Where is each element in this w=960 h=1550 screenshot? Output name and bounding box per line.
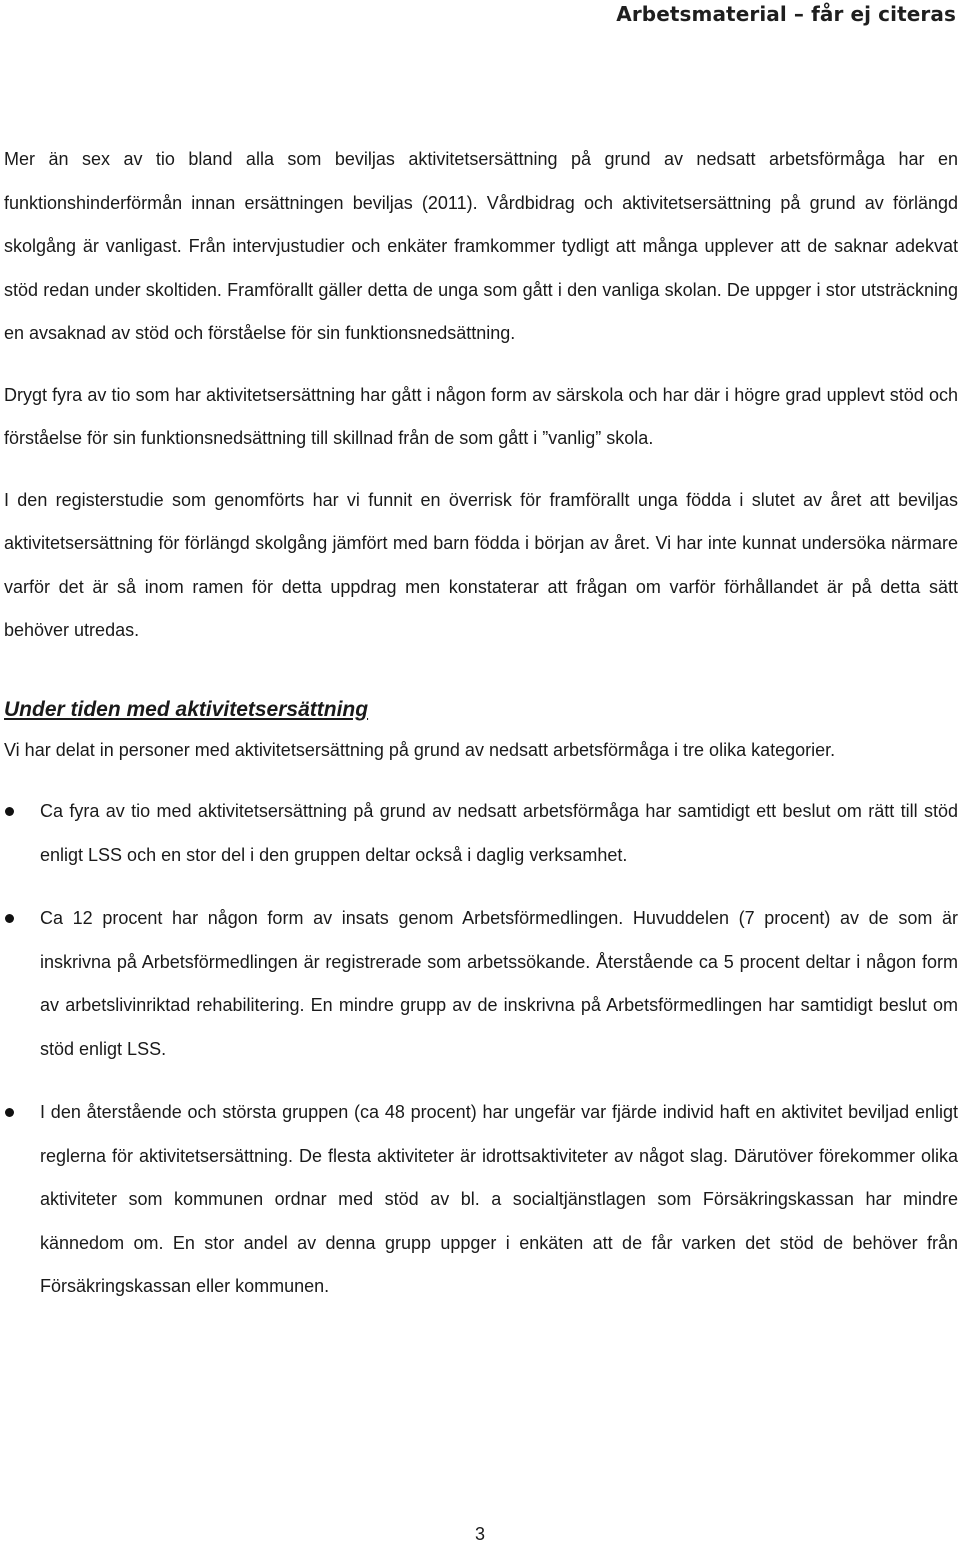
list-item-text: Ca fyra av tio med aktivitetsersättning på grund av nedsatt arbetsförmåga har samtidigt ett beslut om rätt till stöd enligt LSS och en stor del i den gruppen deltar också i daglig verksamhet. <box>40 801 958 865</box>
paragraph-3: I den registerstudie som genomförts har vi funnit en överrisk för framförallt unga födda i slutet av året att beviljas aktivitetsersättning för förlängd skolgång jämfört med barn födda i början av året. Vi har inte kunnat undersöka närmare varför det är så inom ramen för detta uppdrag men konstaterar att frågan om varför förhållandet är på detta sätt behöver utredas. <box>4 489 958 640</box>
page-number: 3 <box>474 1524 485 1544</box>
paragraph-2: Drygt fyra av tio som har aktivitetsersättning har gått i någon form av särskola och har där i högre grad upplevt stöd och förståelse för sin funktionsnedsättning till skillnad från de som gått i ”vanlig” skola. <box>4 384 958 448</box>
list-item <box>4 790 958 877</box>
list-item <box>4 897 958 1071</box>
paragraph-1: Mer än sex av tio bland alla som beviljas aktivitetsersättning på grund av nedsatt arbetsförmåga har en funktionshinderförmån innan ersättningen beviljas (2011). Vårdbidrag och aktivitetsersättning på grund av förlängd skolgång är vanligast. Från intervjustudier och enkäter framkommer tydligt att många upplever att de saknar adekvat stöd redan under skoltiden. Framförallt gäller detta de unga som gått i den vanliga skolan. De uppger i stor utsträckning en avsaknad av stöd och förståelse för sin funktionsnedsättning. <box>4 149 958 343</box>
bullet-icon <box>5 807 14 816</box>
bullet-icon <box>5 1108 14 1117</box>
list-item-text: I den återstående och största gruppen (ca 48 procent) har ungefär var fjärde individ haft en aktivitet beviljad enligt reglerna för aktivitetsersättning. De flesta aktiviteter är idrottsaktiviteter av något slag. Därutöver förekommer olika aktiviteter som kommunen ordnar med stöd av bl. a socialtjänstlagen som Försäkringskassan har mindre kännedom om. En stor andel av denna grupp uppger i enkäten att de får varken det stöd de behöver från Försäkringskassan eller kommunen. <box>40 1102 958 1296</box>
draft-notice: Arbetsmaterial – får ej citeras <box>616 2 956 26</box>
section-intro: Vi har delat in personer med aktivitetsersättning på grund av nedsatt arbetsförmåga i tre olika kategorier. <box>4 739 836 760</box>
list-item-text: Ca 12 procent har någon form av insats genom Arbetsförmedlingen. Huvuddelen (7 procent) av de som är inskrivna på Arbetsförmedlingen är registrerade som arbetssökande. Återstående ca 5 procent deltar i någon form av arbetslivinriktad rehabilitering. En mindre grupp av de inskrivna på Arbetsförmedlingen har samtidigt beslut om stöd enligt LSS. <box>40 908 958 1059</box>
bullet-icon <box>5 914 14 923</box>
list-item <box>4 1091 958 1309</box>
section-heading: Under tiden med aktivitetsersättning <box>4 697 369 721</box>
category-list <box>4 790 958 1309</box>
document-body <box>4 138 958 1329</box>
